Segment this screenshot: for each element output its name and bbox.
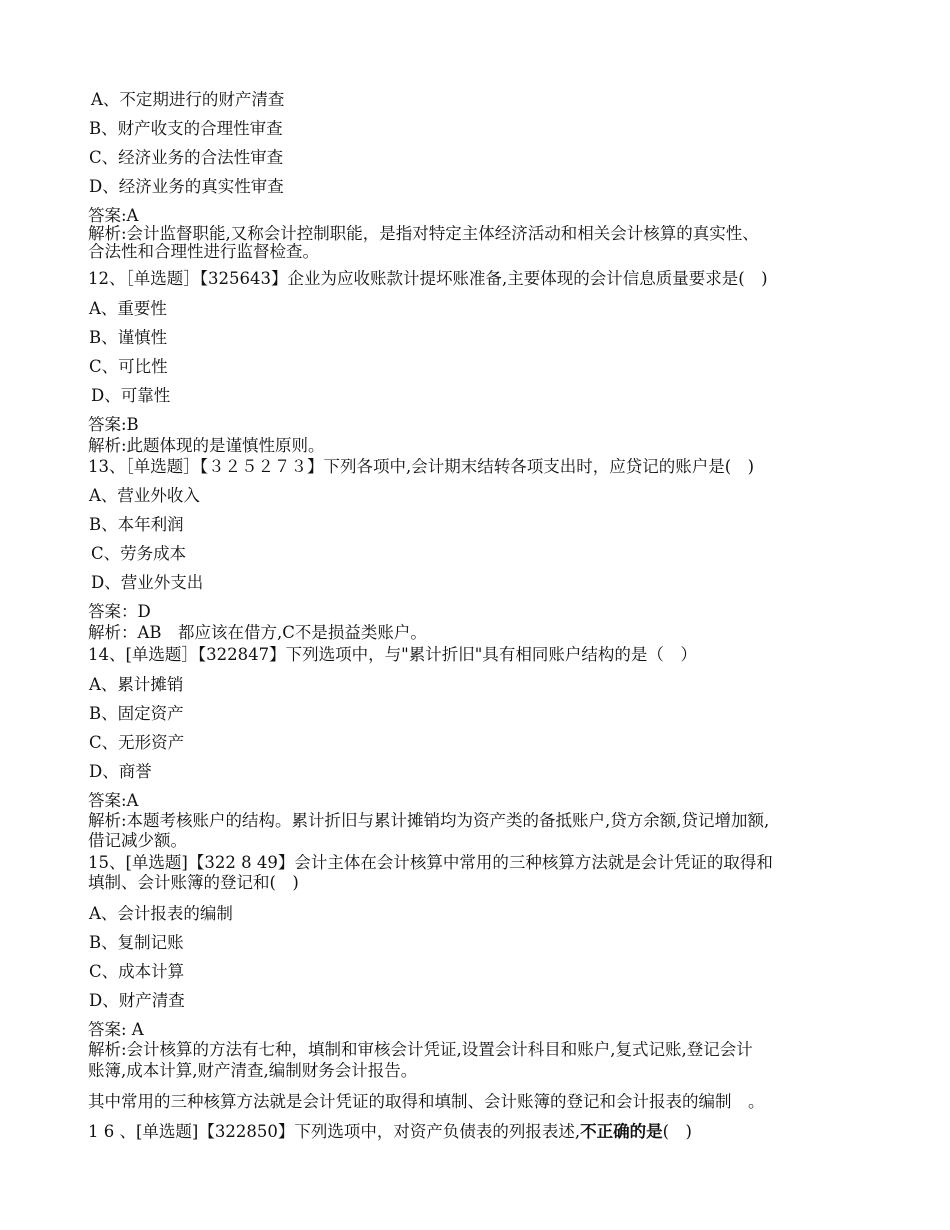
q16-stem-emphasis: 不正确的是 [580, 1122, 663, 1141]
q15-analysis-line-1: 解析:会计核算的方法有七种，填制和审核会计凭证,设置会计科目和账户,复式记账,登记会计 [88, 1040, 753, 1059]
q11-option-b: B、财产收支的合理性审查 [89, 119, 283, 138]
q14-analysis-line-1: 解析:本题考核账户的结构。累计折旧与累计摊销均为资产类的备抵账户,贷方余额,贷记增加额, [88, 811, 770, 830]
q15-answer: 答案: A [88, 1020, 144, 1039]
q11-analysis-line-2: 合法性和合理性进行监督检查。 [88, 242, 319, 261]
q15-note: 其中常用的三种核算方法就是会计凭证的取得和填制、会计账簿的登记和会计报表的编制 。 [88, 1092, 765, 1111]
q12-option-b: B、谨慎性 [89, 328, 168, 347]
q15-option-d: D、财产清查 [89, 991, 185, 1010]
q14-stem: 14、[单选题］【322847】下列选项中，与"累计折旧"具有相同账户结构的是（ ） [88, 645, 697, 664]
q13-option-a: A、营业外收入 [89, 486, 200, 505]
q14-option-a: A、累计摊销 [89, 675, 184, 694]
q15-option-b: B、复制记账 [89, 933, 184, 952]
q14-option-d: D、商誉 [89, 762, 152, 781]
q13-answer: 答案：D [88, 602, 151, 621]
q14-analysis-line-2: 借记减少额。 [88, 831, 187, 850]
q14-option-b: B、固定资产 [89, 704, 184, 723]
q11-option-d: D、经济业务的真实性审查 [89, 177, 284, 196]
q11-answer: 答案:A [88, 206, 139, 225]
q12-option-c: C、可比性 [89, 357, 168, 376]
q15-analysis-line-2: 账簿,成本计算,财产清查,编制财务会计报告。 [88, 1061, 418, 1080]
q12-stem: 12、［单选题］【325643】企业为应收账款计提坏账准备,主要体现的会计信息质量要求是( ) [88, 269, 768, 288]
q15-option-a: A、会计报表的编制 [89, 904, 233, 923]
q16-stem-prefix: 1 6 、[单选题]【322850】下列选项中，对资产负债表的列报表述, [88, 1122, 581, 1141]
q13-stem: 13、［单选题］【３２５２７３】下列各项中,会计期末结转各项支出时，应贷记的账户是( ) [88, 457, 755, 476]
q15-stem-line-1: 15、[单选题]【322 8 49】会计主体在会计核算中常用的三种核算方法就是会计凭证的取得和 [88, 853, 773, 872]
q12-option-a: A、重要性 [89, 299, 167, 318]
q14-option-c: C、无形资产 [89, 733, 185, 752]
q13-option-b: B、本年利润 [89, 515, 184, 534]
q13-option-c: C、劳务成本 [91, 544, 187, 563]
q11-analysis-line-1: 解析:会计监督职能,又称会计控制职能，是指对特定主体经济活动和相关会计核算的真实性、 [88, 224, 759, 243]
q13-option-d: D、营业外支出 [91, 573, 204, 592]
q13-analysis: 解析：AB 都应该在借方,C不是损益类账户。 [88, 623, 427, 642]
q11-option-a: A、不定期进行的财产清查 [91, 90, 285, 109]
q16-stem-suffix: ( ) [662, 1122, 692, 1141]
q12-answer: 答案:B [88, 415, 139, 434]
q11-option-c: C、经济业务的合法性审查 [89, 148, 284, 167]
q12-analysis: 解析:此题体现的是谨慎性原则。 [88, 436, 325, 455]
q15-option-c: C、成本计算 [89, 962, 185, 981]
q15-stem-line-2: 填制、会计账簿的登记和( ) [88, 873, 299, 892]
q16-stem [88, 1123, 888, 1141]
q12-option-d: D、可靠性 [91, 386, 171, 405]
q14-answer: 答案:A [88, 791, 139, 810]
